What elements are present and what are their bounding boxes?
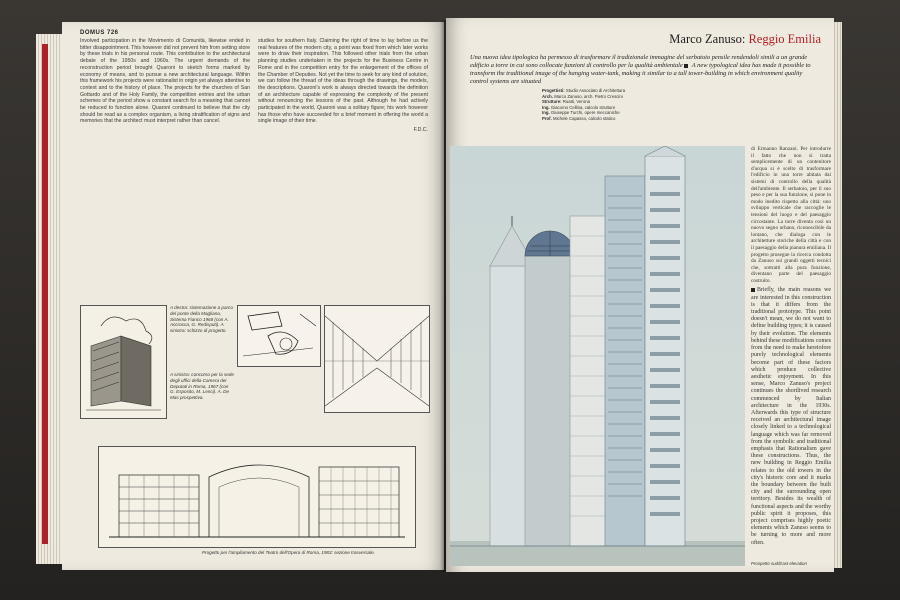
right-text-column	[751, 146, 831, 558]
english-text: Briefly, the main reasons we are interested in this construction is that it differs from the traditional prototype. This point doesn't mean, we do not want to define building types; it is caused by their evolution. The elements behind these modifications comes from the need to make heretofore purely technological elements become part of these factors which produce collective aesthetic enjoyment. In this sense, Marco Zanuso's project continues the shortlived research commenced by Italian architecture in the 1930s. Afterwards this type of structure received an architectural image closely linked to a technological language which was far removed from the symbolic and traditional emphasis that Rationalism gave these constructions. Thus, the new building in Reggio Emilia relates to the old towers in the city's historic core and it marks the boundary between the built city and the surrounding open territory. Besides its wealth of functional aspects and the worthy public spirit it proposes, this project comprises highly poetic elements which Zanuso seems to be turning to more and more often.	[751, 287, 831, 546]
project-credits	[542, 88, 712, 122]
credit-line: Ing. Giacomo Cellina, calcolo strutture	[542, 104, 616, 110]
article-title	[486, 32, 821, 50]
credit-line: Prof. Michele Capasso, calcolo statico	[542, 115, 616, 121]
elevation-caption: Prospetto sud/East elevation	[751, 561, 807, 566]
caption-bottom: Progetto per l'ampliamento del Teatro dell'Opera di Roma, 1983: sezione trasversale.	[202, 550, 375, 555]
credit-line: Ing. Giuseppe Turchi, opere meccaniche	[542, 110, 620, 116]
italian-text: di Ermanno Ranzani. Per introdurre il fatto che non si tratta semplicemente di un contenitore d'acqua si è scelto di trasformare l'edificio in una torre abitata dai sistemi di controllo della qualità dell'ambiente. Il serbatoio, per il suo peso e per la sua funzione, si pone in modo inedito rispetto alla città: uno sviluppo verticale che raccoglie le tensioni del luogo e del paesaggio circostante. La torre diventa così un nuovo segno urbano, riconoscibile da lontano, che dialoga con le architetture storiche della città e con il paesaggio della pianura emiliana. Il progetto prosegue la ricerca condotta da Zanuso sui grandi oggetti tecnici che, sottratti alla pura funzione, diventano parte del paesaggio costruito.	[751, 146, 831, 284]
tower-drawing-icon	[450, 146, 745, 566]
section-drawing-icon	[99, 447, 415, 547]
title-main: Reggio Emilia	[748, 32, 821, 46]
title-prefix: Marco Zanuso:	[669, 32, 749, 46]
sketch-drawing-icon	[81, 306, 166, 418]
red-bookmark-edge	[42, 44, 48, 544]
caption-top: A destra: sistemazione a parco del ponte della Magliana, Sistema Fianco 1968 (con A. Accrocca, G. Redisputi). A sinistra: schizzo di progetto.	[170, 305, 233, 334]
running-head: DOMUS 726	[80, 30, 119, 36]
credit-line: Arch. Marco Zanuso, arch. Pietro Crescini	[542, 93, 623, 99]
bullet-square-icon	[684, 64, 688, 68]
plan-sketch-figure	[237, 305, 321, 367]
author-signature: F.D.C.	[413, 127, 428, 134]
lead-english: A new typological idea has made it possible to transform the traditional image of the hanging water-tank, making it similar to a tall tower-building in which environment quality control systems are situated	[470, 62, 811, 85]
left-column-1-text: Involved participation in the Movimento di Comunità, likewise ended in bitter disappointment. This however did not prevent him from setting store by these trials in his personal route. This contribution to the architectural debate of the 1950s and 1960s. The urgent demands of the reconstruction period brought Quaroni to sketch forms marked by economy of means, and to pursue a new architectural language. Within this framework his projects were rationalist in origin yet always attentive to context and to the history of place. The projects for the churches of San Gottardo and of the Holy Family, the competition entries and the urban schemes of the period show a constant search for a meaning that cannot be reduced to function alone. Quaroni continued to believe that the city should be read as a complex organism, a living stratification of signs and memories that the architect must interpret rather than cancel.	[80, 38, 250, 125]
left-column-2-text: studies for southern Italy. Claiming the right of time to lay before us the real features of the modern city, a point was fixed from which later works were to draw their inspiration. This followed other trials from the urban planning studies undertaken in the projects for the Business Centre in Rome and in the competition entry for the enlargement of the offices of the Chamber of Deputies. Not yet the time to seek for any kind of solution, we can follow the thread of the ideas through the drawings, the models, the descriptions. Quaroni's work is always directed towards the definition of an architecture capable of expressing the complexity of the present without renouncing the lessons of the past. Although he had actively participated in the world, Quaroni was a solitary figure; his work however has those who have succeeded for a brief moment in offering the world a single image of their time.	[258, 38, 428, 125]
plan-drawing-icon	[238, 306, 320, 366]
left-column-2	[258, 38, 428, 296]
street-perspective-icon	[325, 306, 429, 412]
theatre-section-figure	[98, 446, 416, 548]
credit-line: Progettisti: Studio Associato di Architettura	[542, 88, 626, 93]
lead-italian: Una nuova idea tipologica ha permesso di trasformare il tradizionale immagine del serbatoio pensile rendendoli simili a un grande edificio a torre in cui sono collocate funzioni di controllo per la qualità ambientale	[470, 54, 808, 69]
left-column-1	[80, 38, 250, 296]
sketch-figure	[80, 305, 167, 419]
street-perspective-figure	[324, 305, 430, 413]
bullet-square-icon	[751, 288, 755, 292]
tower-elevation-illustration	[450, 146, 745, 566]
caption-middle: A sinistra: concorso per la sede degli uffici della Camera dei Deputati in Roma, 1967 (con G. Esposito, M. Lenci). A. De Mas prospettiva.	[170, 372, 234, 401]
article-lead	[470, 54, 815, 86]
right-page	[446, 18, 834, 572]
credit-line: Strutture: Ruatti, Verona	[542, 99, 591, 105]
left-page	[62, 22, 444, 570]
